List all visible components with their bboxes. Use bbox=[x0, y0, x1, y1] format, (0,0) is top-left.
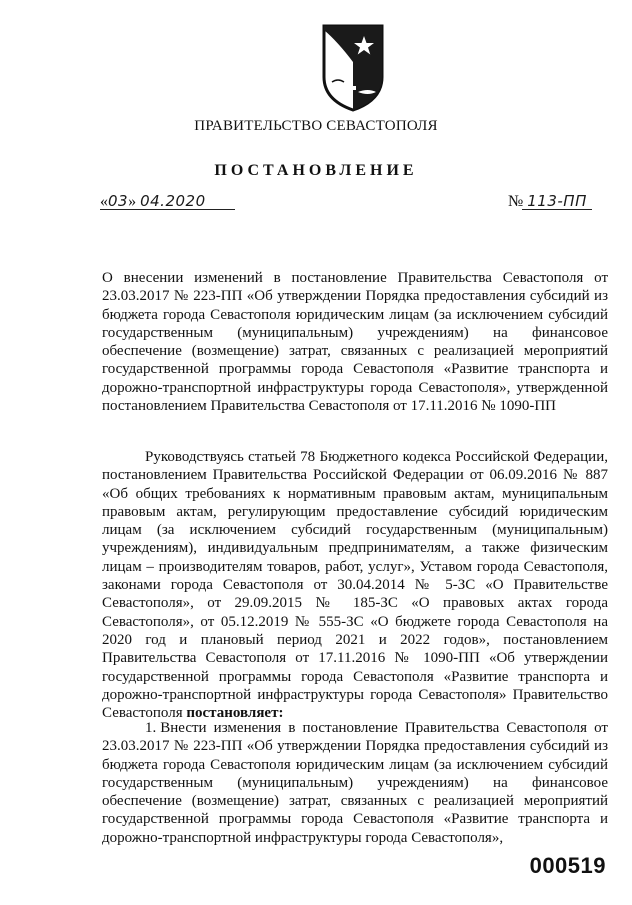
sevastopol-coat-of-arms-icon bbox=[318, 22, 388, 112]
legal-basis-text: Руководствуясь статьей 78 Бюджетного кодекса Российской Федерации, постановлением Правительства Российской Федерации от 06.09.2016 № 887 «Об общих требованиях к нормативным правовым актам, муниципальным правовым актам, регулирующим предоставление субсидий юридическим лицам (за исключением субсидий государственным (муниципальным) учреждениям), индивидуальным предпринимателям, а также физическим лицам – производителям товаров, работ, услуг», Уставом города Севастополя, законами города Севастополя от 30.04.2014 № 5-ЗС «О Правительстве Севастополя», от 29.09.2015 № 185-ЗС «О правовых актах города Севастополя», от 05.12.2019 № 555-ЗС «О бюджете города Севастополя на 2020 год и плановый период 2021 и 2022 годов», постановлением Правительства Севастополя от 17.11.2016 № 1090-ПП «Об утверждении государственной программы города Севастополя «Развитие транспорта и дорожно-транспортной инфраструктуры города Севастополя» Правительство Севастополя bbox=[102, 449, 608, 722]
number-underline bbox=[522, 209, 592, 210]
item-1-paragraph bbox=[102, 719, 608, 847]
document-number bbox=[508, 192, 592, 211]
decides-word: постановляет: bbox=[186, 705, 284, 722]
date-underline bbox=[100, 209, 235, 210]
item-1-text: Внести изменения в постановление Правительства Севастополя от 23.03.2017 № 223-ПП «Об утверждении Порядка предоставления субсидий из бюджета города Севастополя юридическим лицам (за исключением субсидий государственным (муниципальным) учреждениям) на финансовое обеспечение (возмещение) затрат, связанных с реализацией мероприятий государственной программы города Севастополя «Развитие транспорта и дорожно-транспортной инфраструктуры города Севастополя», bbox=[102, 720, 608, 846]
date-open-quote: « bbox=[100, 193, 108, 210]
document-type-title: ПОСТАНОВЛЕНИЕ bbox=[214, 162, 418, 179]
number-sign: № bbox=[508, 193, 524, 210]
document-date bbox=[100, 192, 235, 211]
document-subject: О внесении изменений в постановление Правительства Севастополя от 23.03.2017 № 223-ПП «Об утверждении Порядка предоставления субсидий из бюджета города Севастополя юридическим лицам (за исключением субсидий государственным (муниципальным) учреждениям) на финансовое обеспечение (возмещение) затрат, связанных с реализацией мероприятий государственной программы города Севастополя «Развитие транспорта и дорожно-транспортной инфраструктуры города Севастополя», утвержденной постановлением Правительства Севастополя от 17.11.2016 № 1090-ПП bbox=[102, 270, 608, 415]
document-serial-number: 000519 bbox=[529, 853, 606, 878]
date-day: 03 bbox=[108, 192, 129, 210]
legal-basis-paragraph bbox=[102, 448, 608, 722]
date-close-quote: » bbox=[128, 193, 137, 210]
number-value: 113-ПП bbox=[527, 192, 587, 210]
item-1-number: 1. bbox=[145, 720, 157, 736]
government-name: ПРАВИТЕЛЬСТВО СЕВАСТОПОЛЯ bbox=[194, 118, 438, 134]
date-month-year: 04.2020 bbox=[140, 192, 206, 210]
